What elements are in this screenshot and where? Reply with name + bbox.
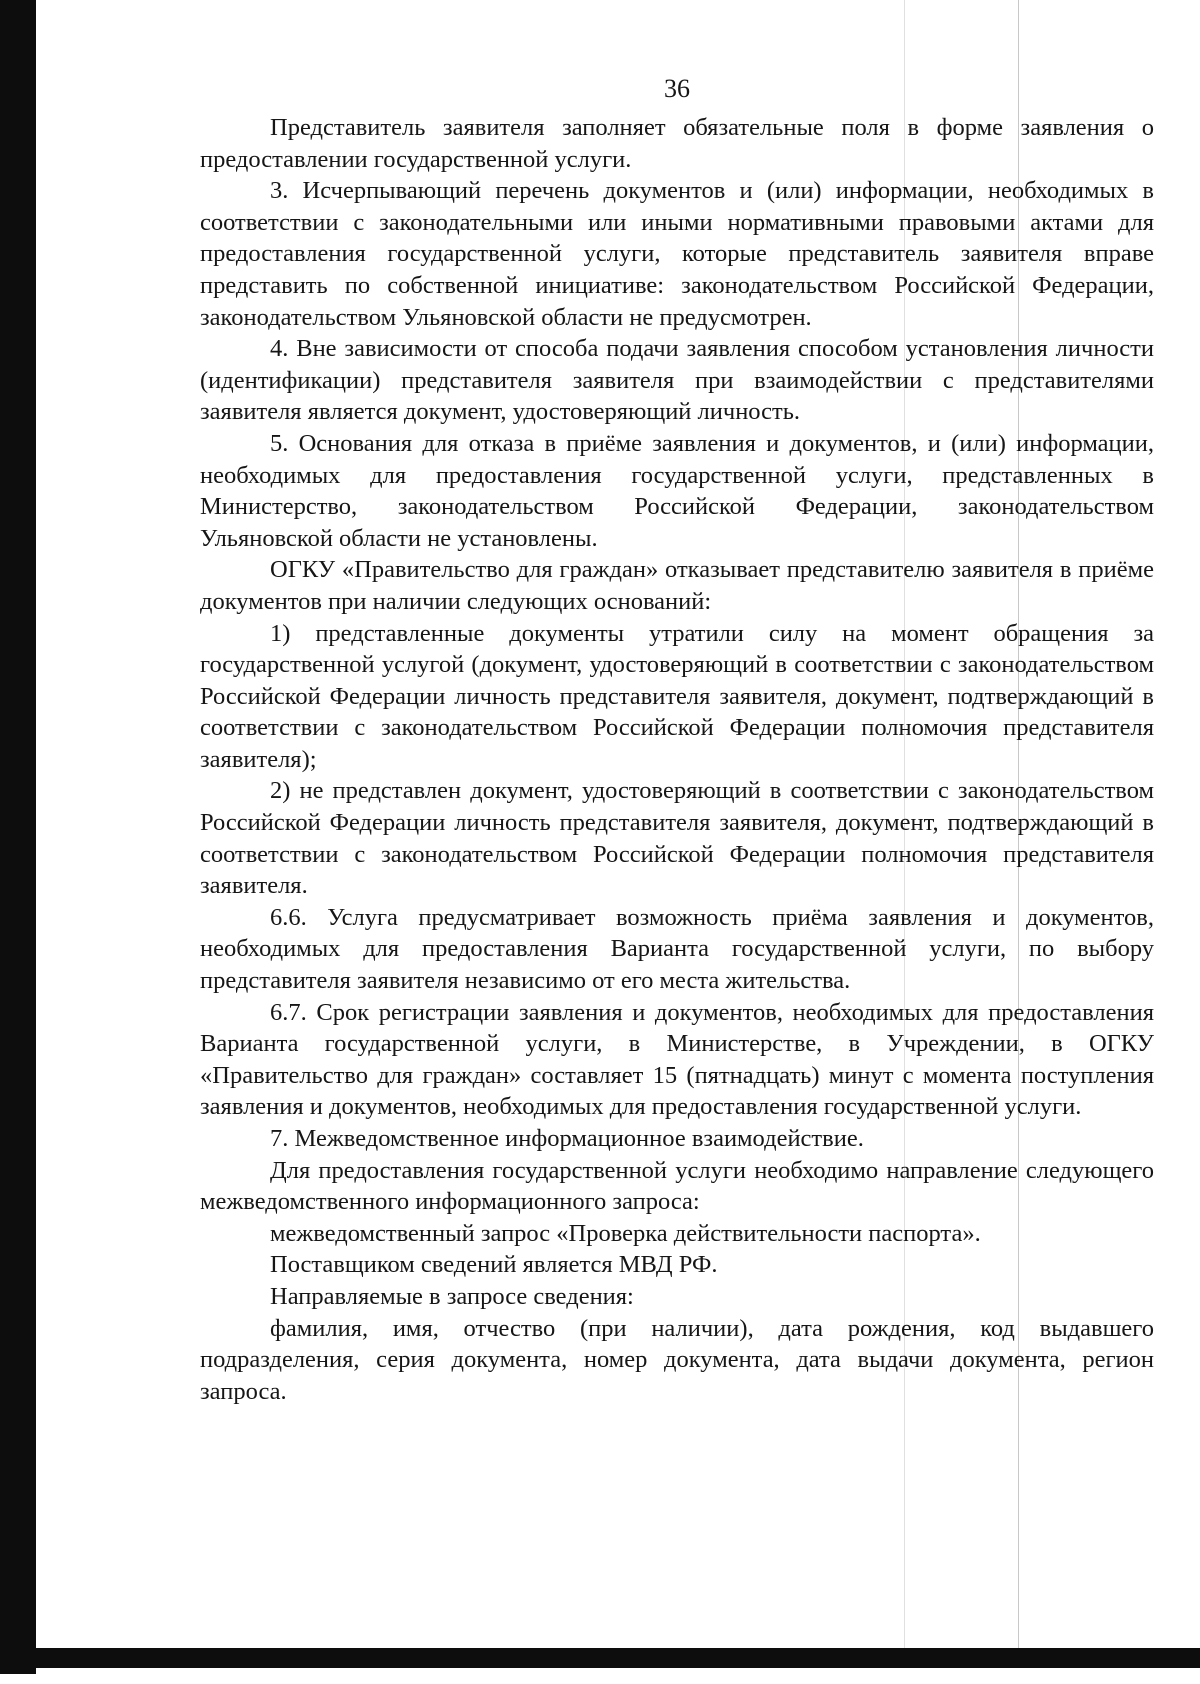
paragraph: 1) представленные документы утратили силу на момент обращения за государственной услугой (документ, удостоверяющий в соответствии с законодательством Российской Федерации личность представителя заявителя, документ, подтверждающий в соответствии с законодательством Российской Федерации полномочия представителя заявителя); (200, 619, 1154, 773)
paragraph: 7. Межведомственное информационное взаимодействие. (270, 1125, 864, 1152)
paragraph: 3. Исчерпывающий перечень документов и (или) информации, необходимых в соответствии с законодательными или иными нормативными правовыми актами для предоставления государственной услуги, которые представитель заявителя вправе представить по собственной инициативе: законодательством Российской Федерации, законодательством Ульяновской области не предусмотрен. (200, 177, 1154, 331)
paragraph: 6.6. Услуга предусматривает возможность приёма заявления и документов, необходимых для предоставления Варианта государственной услуги, по выбору представителя заявителя независимо от его места жительства. (200, 903, 1154, 995)
scan-bottom-border (28, 1648, 1200, 1668)
document-body (200, 112, 1154, 1407)
paragraph: Представитель заявителя заполняет обязательные поля в форме заявления о предоставлении государственной услуги. (200, 114, 1154, 173)
paragraph: Направляемые в запросе сведения: (270, 1282, 634, 1310)
paragraph: 6.7. Срок регистрации заявления и документов, необходимых для предоставления Варианта государственной услуги, в Министерстве, в Учреждении, в ОГКУ «Правительство для граждан» составляет 15 (пятнадцать) минут с момента поступления заявления и документов, необходимых для предоставления государственной услуги. (200, 998, 1154, 1121)
paragraph: 5. Основания для отказа в приёме заявления и документов, и (или) информации, необходимых для предоставления государственной услуги, представленных в Министерство, законодательством Российской Федерации, законодательством Ульяновской области не установлены. (200, 429, 1154, 552)
paragraph: межведомственный запрос «Проверка действительности паспорта». (270, 1219, 981, 1247)
paragraph: Поставщиком сведений является МВД РФ. (270, 1251, 718, 1279)
paragraph: ОГКУ «Правительство для граждан» отказывает представителю заявителя в приёме документов при наличии следующих оснований: (200, 556, 1154, 615)
scan-left-border (0, 0, 36, 1674)
page-number: 36 (664, 74, 690, 103)
paragraph: 2) не представлен документ, удостоверяющий в соответствии с законодательством Российской Федерации личность представителя заявителя, документ, подтверждающий в соответствии с законодательством Российской Федерации полномочия представителя заявителя. (200, 777, 1154, 900)
document-page (200, 66, 1154, 1407)
paragraph: Для предоставления государственной услуги необходимо направление следующего межведомственного информационного запроса: (200, 1156, 1154, 1216)
paragraph: фамилия, имя, отчество (при наличии), дата рождения, код выдавшего подразделения, серия документа, номер документа, дата выдачи документа, регион запроса. (200, 1314, 1154, 1405)
paragraph: 4. Вне зависимости от способа подачи заявления способом установления личности (идентификации) представителя заявителя при взаимодействии с представителями заявителя является документ, удостоверяющий личность. (200, 335, 1154, 426)
